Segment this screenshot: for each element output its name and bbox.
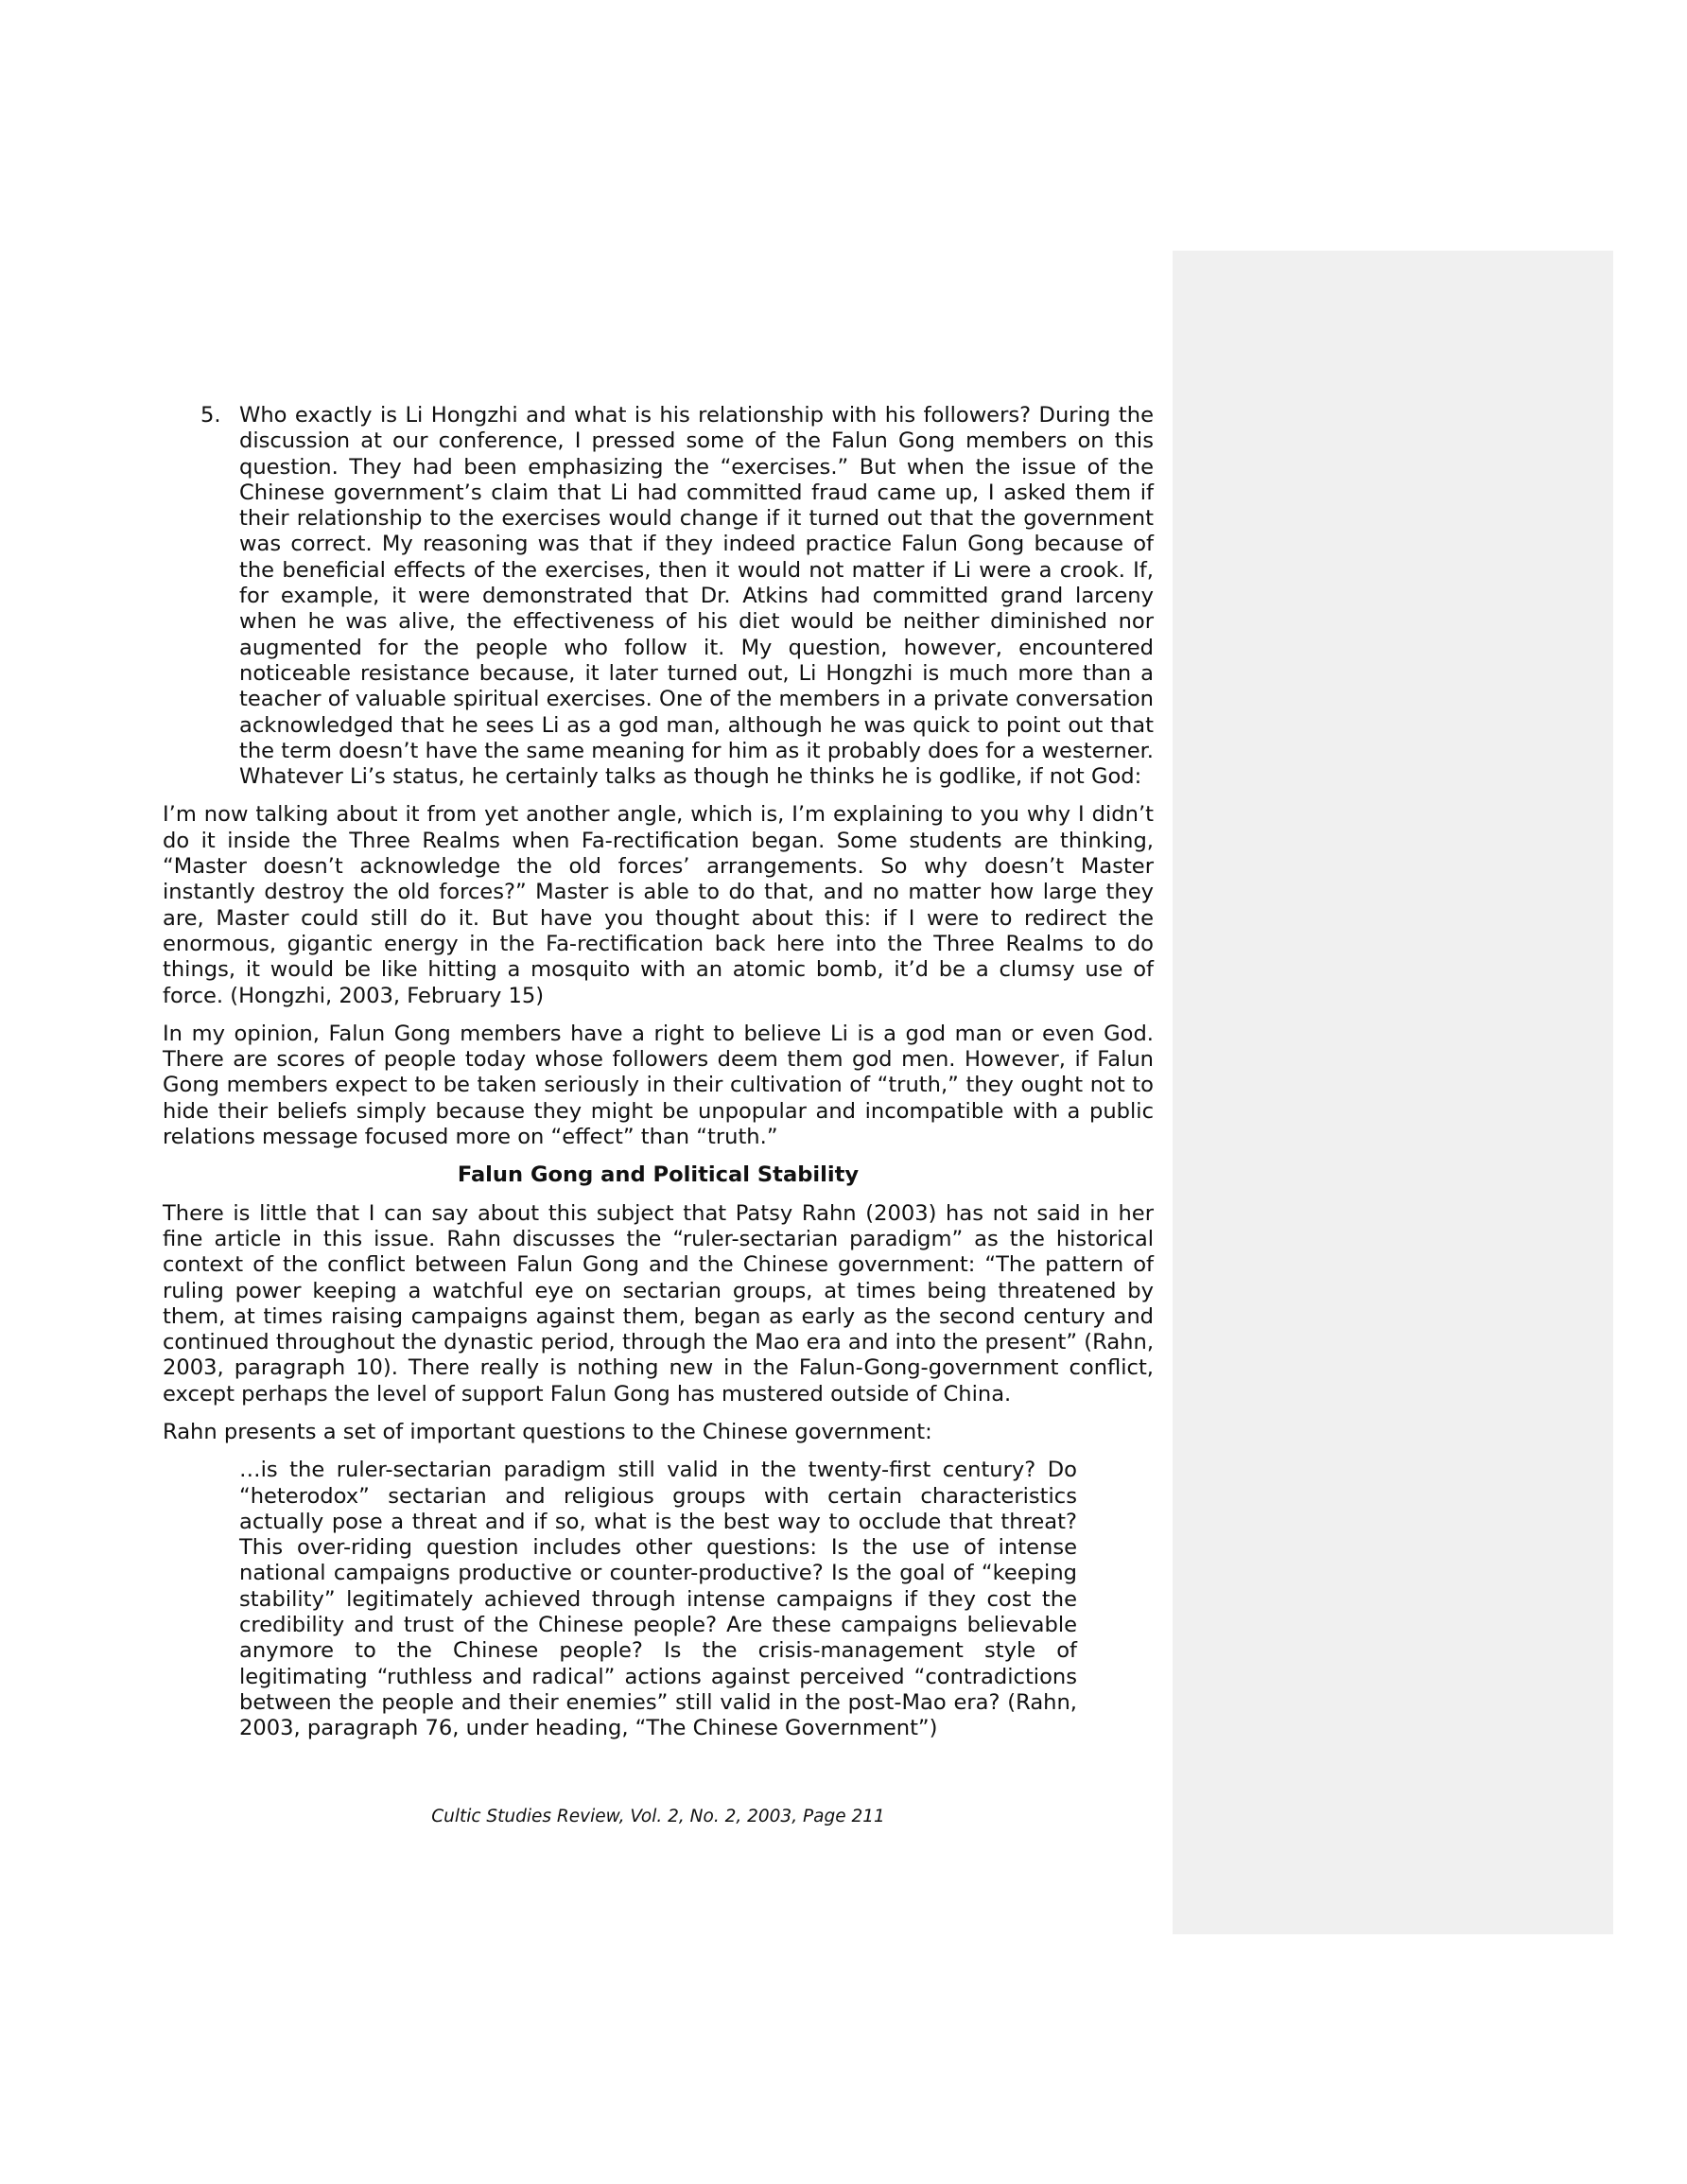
page-footer: Cultic Studies Review, Vol. 2, No. 2, 2003, Page 211	[431, 1807, 885, 1826]
list-item-5	[163, 403, 1154, 790]
comment-margin-pane	[1173, 251, 1613, 1934]
list-item-text: Who exactly is Li Hongzhi and what is his relationship with his followers? During the discussion at our conference, I pressed some of the Falun Gong members on this question. They had been emphasizing the “exercises.” But when the issue of the Chinese government’s claim that Li had committed fraud came up, I asked them if their relationship to the exercises would change if it turned out that the government was correct. My reasoning was that if they indeed practice Falun Gong because of the beneficial effects of the exercises, then it would not matter if Li were a crook. If, for example, it were demonstrated that Dr. Atkins had committed grand larceny when he was alive, the effectiveness of his diet would be neither diminished nor augmented for the people who follow it. My question, however, encountered noticeable resistance because, it later turned out, Li Hongzhi is much more than a teacher of valuable spiritual exercises. One of the members in a private conversation acknowledged that he sees Li as a god man, although he was quick to point out that the term doesn’t have the same meaning for him as it probably does for a westerner. Whatever Li’s status, he certainly talks as though he thinks he is godlike, if not God:	[239, 403, 1154, 790]
rahn-questions-intro: Rahn presents a set of important questions to the Chinese government:	[163, 1419, 932, 1444]
block-quote: …is the ruler-sectarian paradigm still valid in the twenty-first century? Do “heterodox” sectarian and religious groups with certain characteristics actually pose a threat and if so, what is the best way to occlude that threat? This over-riding question includes other questions: Is the use of intense national campaigns productive or counter-productive? Is the goal of “keeping stability” legitimately achieved through intense campaigns if they cost the credibility and trust of the Chinese people? Are these campaigns believable anymore to the Chinese people? Is the crisis-management style of legitimating “ruthless and radical” actions against perceived “contradictions between the people and their enemies” still valid in the post-Mao era? (Rahn, 2003, paragraph 76, under heading, “The Chinese Government”)	[239, 1458, 1077, 1741]
section-heading: Falun Gong and Political Stability	[457, 1162, 860, 1188]
opinion-paragraph: In my opinion, Falun Gong members have a right to believe Li is a god man or even God. There are scores of people today whose followers deem them god men. However, if Falun Gong members expect to be taken seriously in their cultivation of “truth,” they ought not to hide their beliefs simply because they might be unpopular and incompatible with a public relations message focused more on “effect” than “truth.”	[163, 1021, 1154, 1150]
quote-paragraph: I’m now talking about it from yet another angle, which is, I’m explaining to you why I didn’t do it inside the Three Realms when Fa-rectification began. Some students are thinking, “Master doesn’t acknowledge the old forces’ arrangements. So why doesn’t Master instantly destroy the old forces?” Master is able to do that, and no matter how large they are, Master could still do it. But have you thought about this: if I were to redirect the enormous, gigantic energy in the Fa-rectification back here into the Three Realms to do things, it would be like hitting a mosquito with an atomic bomb, it’d be a clumsy use of force. (Hongzhi, 2003, February 15)	[163, 802, 1154, 1008]
list-number: 5.	[200, 403, 221, 428]
rahn-intro-paragraph: There is little that I can say about this subject that Patsy Rahn (2003) has not said in her fine article in this issue. Rahn discusses the “ruler-sectarian paradigm” as the historical context of the conflict between Falun Gong and the Chinese government: “The pattern of ruling power keeping a watchful eye on sectarian groups, at times being threatened by them, at times raising campaigns against them, began as early as the second century and continued throughout the dynastic period, through the Mao era and into the present” (Rahn, 2003, paragraph 10). There really is nothing new in the Falun-Gong-government conflict, except perhaps the level of support Falun Gong has mustered outside of China.	[163, 1200, 1154, 1406]
page-body	[163, 403, 1154, 1742]
